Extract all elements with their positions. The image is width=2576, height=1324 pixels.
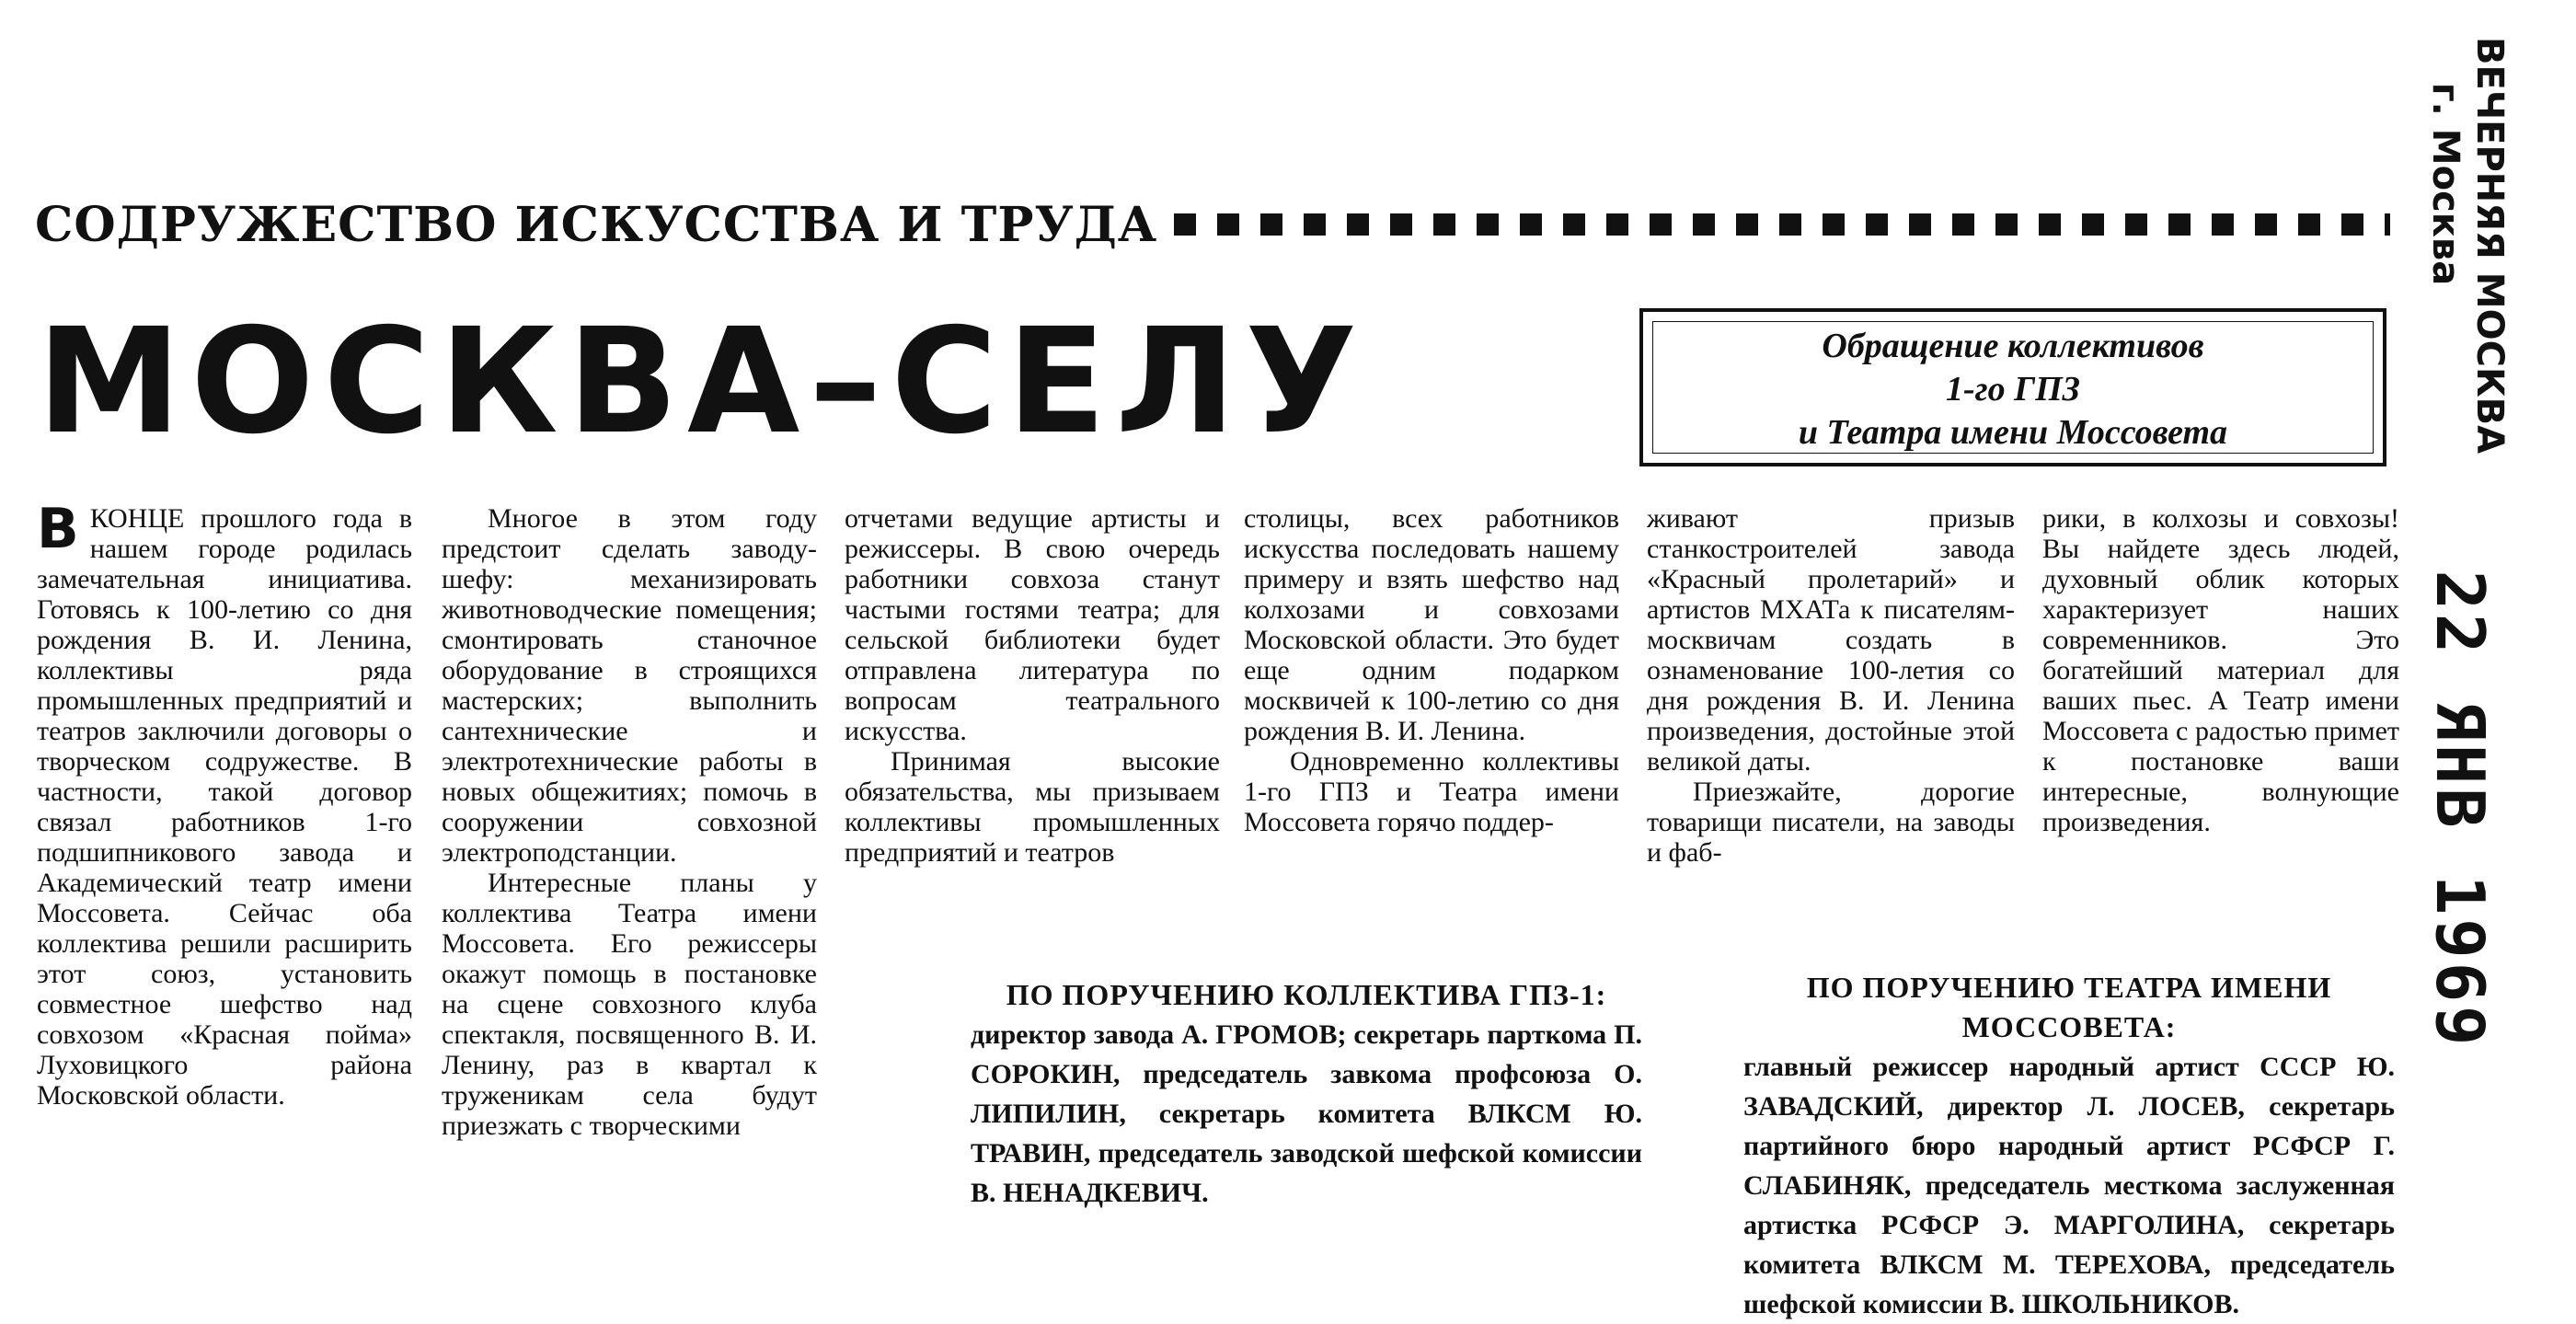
newspaper-source-stamp (2366, 37, 2569, 455)
signature-names: главный режиссер народный артист СССР Ю. ЗАВАДСКИЙ, директор Л. ЛОСЕВ, секретарь партийного бюро народный артист РСФСР Г. СЛАБИНЯК, председатель месткома заслуженная артистка РСФСР Э. МАРГОЛИНА, секретарь комитета ВЛКСМ М. ТЕРЕХОВА, председатель шефской комиссии В. ШКОЛЬНИКОВ. (1743, 1052, 2395, 1319)
section-rubric (35, 197, 2390, 252)
article-column-6 (2042, 503, 2399, 837)
article-paragraph: живают призыв станкостроителей завода «Красный пролетарий» и артистов МХАТа к писателям-москвичам создать в ознаменование 100-летия со дня рождения В. И. Ленина произведения, достойные этой великой даты. (1647, 503, 2015, 777)
article-paragraph: Многое в этом году предстоит сделать заводу-шефу: механизировать животноводческие помещения; смонтировать станочное оборудование в строящихся мастерских; выполнить сантехнические и электротехнические работы в новых общежитиях; помочь в сооружении совхозной электроподстанции. (442, 503, 817, 868)
signature-heading: ПО ПОРУЧЕНИЮ ТЕАТРА ИМЕНИ МОССОВЕТА: (1806, 971, 2332, 1043)
article-paragraph: Одновременно коллективы 1-го ГПЗ и Театра имени Моссовета горячо поддер- (1244, 746, 1619, 837)
article-paragraph: отчетами ведущие артисты и режиссеры. В свою очередь работники совхоза станут частыми гостями театра; для сельской библиотеки будет отправлена литература по вопросам театрального искусства. (845, 503, 1220, 746)
article-column-3 (845, 503, 1220, 868)
article-paragraph: КОНЦЕ прошлого года в нашем городе родилась замечательная инициатива. Готовясь к 100-летию со дня рождения В. И. Ленина, коллективы ряда промышленных предприятий и театров заключили договоры о творческом содружестве. В частности, такой договор связал работников 1-го подшипникового завода и Академический театр имени Моссовета. Сейчас оба коллектива решили расширить этот союз, установить совместное шефство над совхозом «Красная пойма» Луховицкого района Московской области. (37, 503, 412, 1111)
article-column-2 (442, 503, 817, 1141)
drop-cap: В (37, 497, 79, 561)
rubric-square-rule (1174, 213, 2390, 236)
article-column-5 (1647, 503, 2015, 868)
appeal-line-2: 1-го ГПЗ (1945, 370, 2081, 409)
article-paragraph: Приезжайте, дорогие товарищи писатели, на заводы и фаб- (1647, 777, 2015, 868)
appeal-line-3: и Театра имени Моссовета (1798, 413, 2228, 452)
headline: МОСКВА–СЕЛУ (37, 297, 1367, 466)
stamp-city: г. Москва (2424, 82, 2467, 286)
appeal-box (1639, 308, 2386, 466)
signature-heading: ПО ПОРУЧЕНИЮ КОЛЛЕКТИВА ГПЗ-1: (1006, 978, 1607, 1011)
article-paragraph: Интересные планы у коллектива Театра имени Моссовета. Его режиссеры окажут помощь в постановке на сцене совхозного клуба спектакля, посвященного В. И. Ленину, раз в квартал к труженикам села будут приезжать с творческими (442, 868, 817, 1141)
rubric-title: СОДРУЖЕСТВО ИСКУССТВА И ТРУДА (35, 196, 1158, 253)
article-column-4 (1244, 503, 1619, 837)
article-column-1 (37, 497, 412, 1111)
signature-block-gpz (971, 975, 1642, 1213)
appeal-line-1: Обращение коллективов (1822, 327, 2204, 365)
signature-names: директор завода А. ГРОМОВ; секретарь парткома П. СОРОКИН, председатель завкома профсоюза О. ЛИПИЛИН, секретарь комитета ВЛКСМ Ю. ТРАВИН, председатель заводской шефской комиссии В. НЕНАДКЕВИЧ. (971, 1019, 1642, 1208)
article-paragraph: Принимая высокие обязательства, мы призываем коллективы промышленных предприятий и театров (845, 746, 1220, 868)
article-paragraph: рики, в колхозы и совхозы! Вы найдете здесь людей, духовный облик которых характеризует наших современников. Это богатейший материал для ваших пьес. А Театр имени Моссовета с радостью примет к постановке ваши интересные, волнующие произведения. (2042, 503, 2399, 837)
date-stamp (2368, 570, 2552, 1050)
stamp-date: 22 ЯНВ 1969 (2421, 570, 2499, 1050)
signature-block-theatre (1743, 968, 2395, 1324)
article-paragraph: столицы, всех работников искусства последовать нашему примеру и взять шефство над колхозами и совхозами Московской области. Это будет еще одним подарком москвичей к 100-летию со дня рождения В. И. Ленина. (1244, 503, 1619, 746)
stamp-newspaper-name: ВЕЧЕРНЯЯ МОСКВА (2468, 37, 2511, 455)
